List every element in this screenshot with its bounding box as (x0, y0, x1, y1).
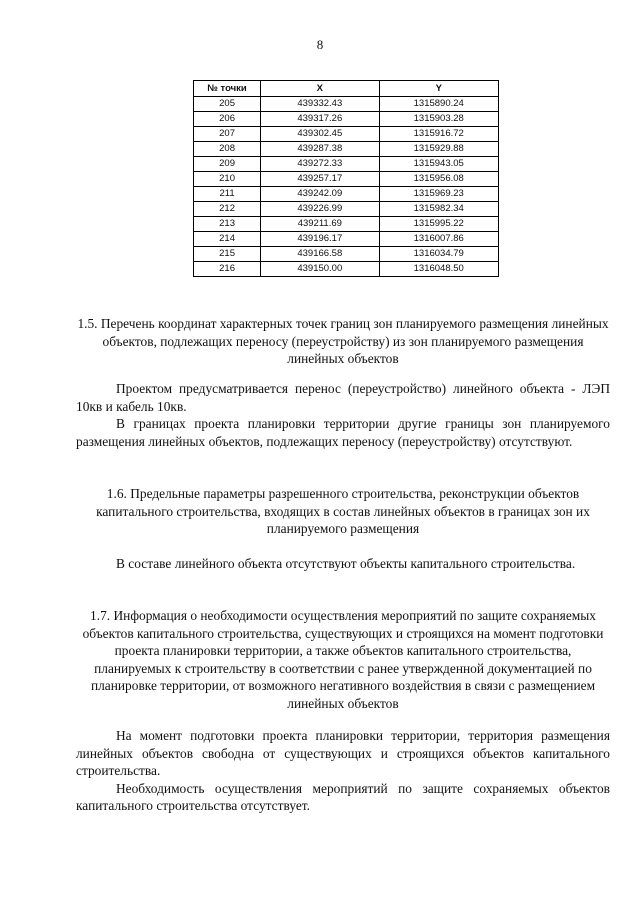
header-y: Y (379, 81, 499, 97)
cell-point-number: 213 (194, 217, 261, 232)
table-row (194, 202, 499, 217)
cell-x: 439242.09 (261, 187, 379, 202)
cell-point-number: 216 (194, 262, 261, 277)
cell-point-number: 206 (194, 112, 261, 127)
cell-y: 1315903.28 (379, 112, 499, 127)
section-1-6-paragraph-1: В составе линейного объекта отсутствуют объекты капитального строительства. (116, 556, 576, 571)
header-x: X (261, 81, 379, 97)
table-row (194, 217, 499, 232)
table-body (194, 97, 499, 277)
header-point-number: № точки (194, 81, 261, 97)
cell-point-number: 215 (194, 247, 261, 262)
table-header-row (194, 81, 499, 97)
table-row (194, 127, 499, 142)
table-row (194, 142, 499, 157)
table-row (194, 262, 499, 277)
cell-point-number: 212 (194, 202, 261, 217)
table-row (194, 172, 499, 187)
cell-point-number: 214 (194, 232, 261, 247)
cell-y: 1315995.22 (379, 217, 499, 232)
cell-point-number: 208 (194, 142, 261, 157)
cell-y: 1316007.86 (379, 232, 499, 247)
cell-y: 1315969.23 (379, 187, 499, 202)
cell-y: 1316034.79 (379, 247, 499, 262)
section-1-7-body (76, 727, 610, 815)
cell-y: 1315890.24 (379, 97, 499, 112)
table-row (194, 112, 499, 127)
section-1-7-paragraph-1: На момент подготовки проекта планировки территории, территория размещения линейных объектов свободна от существующих и строящихся объектов капитального строительства. (76, 728, 610, 778)
cell-y: 1315943.05 (379, 157, 499, 172)
cell-y: 1315916.72 (379, 127, 499, 142)
cell-point-number: 210 (194, 172, 261, 187)
cell-point-number: 205 (194, 97, 261, 112)
cell-x: 439166.58 (261, 247, 379, 262)
coordinates-table (193, 80, 499, 277)
section-1-7-paragraph-2: Необходимость осуществления мероприятий по защите сохраняемых объектов капитального строительства отсутствует. (76, 780, 610, 813)
page-number: 8 (316, 37, 324, 52)
section-1-5-paragraph-2: В границах проекта планировки территории другие границы зон планируемого размещения линейных объектов, подлежащих переносу (переустройству) отсутствуют. (76, 416, 610, 449)
cell-x: 439317.26 (261, 112, 379, 127)
cell-y: 1315929.88 (379, 142, 499, 157)
section-1-6-heading: 1.6. Предельные параметры разрешенного строительства, реконструкции объектов капитального строительства, входящих в состав линейных объектов в границах зон их планируемого размещения (96, 486, 590, 536)
cell-x: 439226.99 (261, 202, 379, 217)
table-row (194, 187, 499, 202)
section-1-5-heading: 1.5. Перечень координат характерных точек границ зон планируемого размещения линейных объектов, подлежащих переносу (переустройству) из зон планируемого размещения линейных объектов (77, 316, 609, 366)
section-1-5-paragraph-1: Проектом предусматривается перенос (переустройство) линейного объекта - ЛЭП 10кв и кабель 10кв. (76, 381, 610, 414)
section-1-6-body (76, 555, 610, 573)
cell-x: 439302.45 (261, 127, 379, 142)
table-row (194, 157, 499, 172)
cell-y: 1315956.08 (379, 172, 499, 187)
table-row (194, 97, 499, 112)
cell-y: 1315982.34 (379, 202, 499, 217)
cell-x: 439332.43 (261, 97, 379, 112)
cell-x: 439211.69 (261, 217, 379, 232)
cell-x: 439287.38 (261, 142, 379, 157)
cell-x: 439196.17 (261, 232, 379, 247)
table-row (194, 247, 499, 262)
table-row (194, 232, 499, 247)
cell-point-number: 211 (194, 187, 261, 202)
section-1-7-heading: 1.7. Информация о необходимости осуществления мероприятий по защите сохраняемых объектов капитального строительства, существующих и строящихся на момент подготовки проекта планировки территории, а также объектов капитального строительства, планируемых к строительству в соответствии с ранее утвержденной документацией по планировке территории, от возможного негативного воздействия в связи с размещением линейных объектов (82, 608, 604, 711)
cell-point-number: 207 (194, 127, 261, 142)
cell-x: 439257.17 (261, 172, 379, 187)
cell-y: 1316048.50 (379, 262, 499, 277)
section-1-5-body (76, 380, 610, 450)
cell-x: 439272.33 (261, 157, 379, 172)
cell-x: 439150.00 (261, 262, 379, 277)
cell-point-number: 209 (194, 157, 261, 172)
